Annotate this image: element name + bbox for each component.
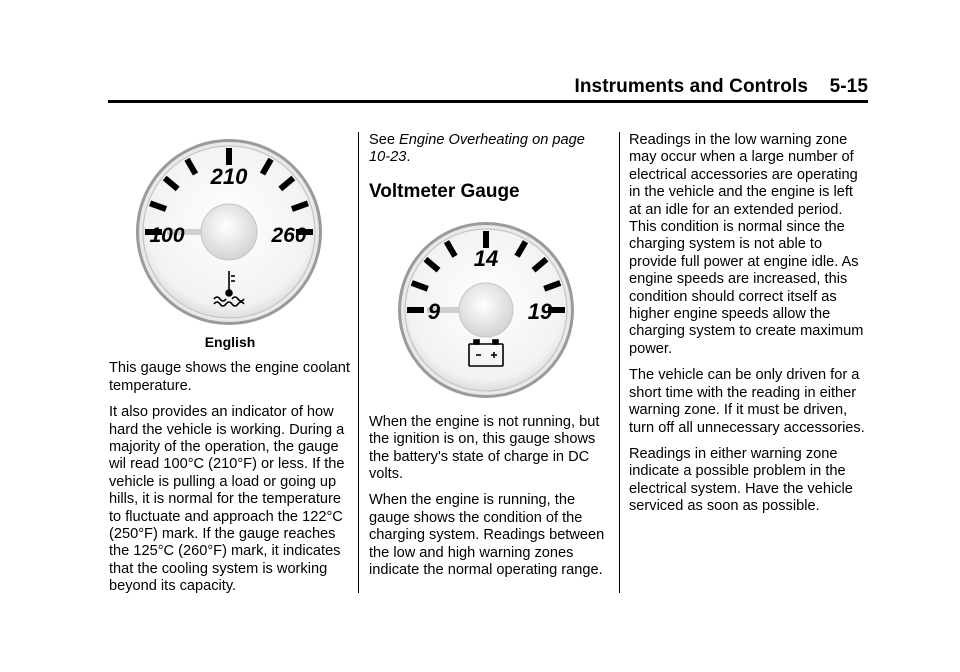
body-paragraph: The vehicle can be only driven for a short time with the reading in either warning zone. If it must be driven, turn off all unnecessary accessories.	[629, 367, 865, 436]
see-suffix: .	[406, 149, 411, 166]
body-paragraph: Readings in either warning zone indicate a possible problem in the electrical system. Have the vehicle serviced as soon as possible.	[629, 445, 853, 515]
header-title	[574, 76, 868, 98]
column-divider-left	[358, 132, 359, 593]
gauge-label-right: 19	[527, 298, 553, 324]
header-rule	[108, 100, 868, 103]
gauge-label-left: 100	[149, 224, 185, 247]
gauge-label-top: 210	[210, 164, 248, 189]
column-middle	[369, 132, 609, 588]
gauge-label-top: 14	[473, 245, 499, 271]
gauge-hub	[201, 204, 257, 260]
voltmeter-gauge	[369, 216, 609, 406]
page-number: 5-15	[829, 76, 868, 97]
section-title: Instruments and Controls	[574, 76, 809, 97]
column-left	[109, 132, 351, 605]
body-paragraph: Readings in the low warning zone may occur when a large number of electrical accessories are operating in the vehicle and the engine is left at an idle for an extended period. This condition is normal since the charging system is not able to provide full power at engine idle. As engine speeds are increased, this condition should correct itself as higher engine speeds allow the charging system to create maximum power.	[629, 132, 864, 357]
column-divider-right	[619, 132, 620, 593]
coolant-temperature-gauge	[109, 132, 351, 328]
gauge-label-left: 9	[427, 298, 441, 324]
section-heading: Voltmeter Gauge	[369, 180, 520, 202]
gauge-label-right: 260	[271, 224, 307, 247]
gauge-hub	[459, 283, 513, 337]
see-reference	[369, 132, 609, 167]
body-paragraph: When the engine is not running, but the ignition is on, this gauge shows the battery's state of charge in DC volts.	[369, 413, 600, 483]
body-paragraph: This gauge shows the engine coolant temperature.	[109, 360, 350, 394]
body-paragraph: When the engine is running, the gauge shows the condition of the charging system. Readings between the low and high warning zones indicate the normal operating range.	[369, 492, 605, 579]
page-header	[0, 76, 868, 102]
body-paragraph: It also provides an indicator of how hard the vehicle is working. During a majority of the operation, the gauge wil read 100°C (210°F) or less. If the vehicle is pulling a load or going up hills, it is normal for the temperature to fluctuate and approach the 122°C (250°F) mark. If the gauge reaches the 125°C (260°F) mark, it indicates that the cooling system is working beyond its capacity.	[109, 404, 345, 595]
cross-reference-link[interactable]: Engine Overheating on page 10-23	[369, 132, 585, 166]
column-right	[629, 132, 869, 525]
see-prefix: See	[369, 132, 400, 148]
figure-caption: English	[204, 334, 256, 350]
